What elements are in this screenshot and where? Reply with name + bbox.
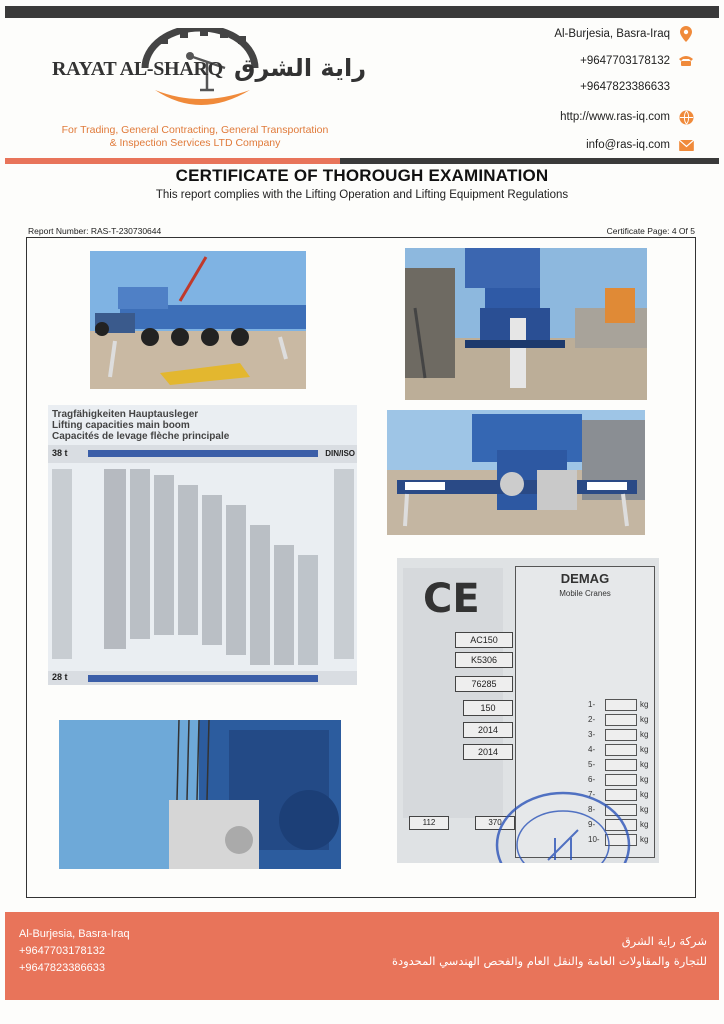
- plate-maker: DEMAG: [560, 571, 610, 586]
- plate-axle-unit: kg: [640, 760, 649, 769]
- load-chart-title-en: Lifting capacities main boom: [52, 420, 190, 431]
- top-bar: [5, 6, 719, 18]
- plate-axle-box: [605, 744, 637, 756]
- document-title: CERTIFICATE OF THOROUGH EXAMINATION: [175, 166, 549, 185]
- plate-axle-unit: kg: [640, 715, 649, 724]
- contact-phone-2-text: +9647823386633: [580, 81, 670, 93]
- ce-mark: CE: [423, 576, 480, 622]
- plate-year-manufacture: 2014: [463, 744, 513, 760]
- load-chart-header-band: [48, 445, 357, 463]
- counterweight-bottom: 28 t: [52, 672, 68, 682]
- plate-axle-box: [605, 759, 637, 771]
- load-chart-footer-band: [48, 671, 357, 685]
- plate-axle-row: [588, 742, 648, 757]
- plate-axle-unit: kg: [640, 745, 649, 754]
- load-chart-title-de: Tragfähigkeiten Hauptausleger: [52, 409, 199, 420]
- plate-axle-label: 1-: [588, 700, 596, 709]
- footer-phone-1[interactable]: +9647703178132: [19, 945, 105, 957]
- report-number: Report Number: RAS-T-230730644: [28, 226, 162, 236]
- footer-company-arabic: شركة راية الشرق: [621, 934, 707, 948]
- footer: [5, 912, 719, 1000]
- plate-axle-label: 5-: [588, 760, 596, 769]
- plate-kw-1: 112: [409, 816, 449, 830]
- plate-axle-unit: kg: [640, 700, 649, 709]
- tagline-line-2: & Inspection Services LTD Company: [109, 137, 281, 149]
- footer-contacts: [19, 926, 130, 977]
- plate-vehicle-type: K5306: [455, 652, 513, 668]
- footer-phone-2[interactable]: +9647823386633: [19, 962, 105, 974]
- company-tagline: [30, 124, 360, 150]
- plate-axle-label: 3-: [588, 730, 596, 739]
- plate-axle-unit: kg: [640, 775, 649, 784]
- crane-front-photo: [405, 248, 647, 400]
- footer-arabic: [392, 931, 707, 971]
- plate-axle-row: [588, 772, 648, 787]
- contact-phone-2[interactable]: [580, 81, 670, 93]
- plate-axle-box: [605, 699, 637, 711]
- plate-axle-label: 4-: [588, 745, 596, 754]
- plate-axle-row: [588, 712, 648, 727]
- plate-axle-box: [605, 729, 637, 741]
- load-chart-blue-band: [88, 450, 318, 457]
- plate-kw-2: 370: [475, 816, 515, 830]
- plate-axle-label: 10-: [588, 835, 600, 844]
- contact-address: [554, 26, 694, 42]
- globe-icon: [678, 109, 694, 125]
- header-divider-dark: [340, 158, 719, 164]
- plate-axle-unit: kg: [640, 790, 649, 799]
- counterweight-top: 38 t: [52, 448, 68, 458]
- load-chart-standard: DIN/ISO: [325, 449, 355, 458]
- footer-description-arabic: للتجارة والمقاولات العامة والنقل العام والفحص الهندسي المحدودة: [391, 954, 707, 968]
- plate-axle-label: 8-: [588, 805, 596, 814]
- plate-axle-row: [588, 757, 648, 772]
- contact-email-text: info@ras-iq.com: [586, 139, 670, 151]
- contact-address-text: Al-Burjesia, Basra-Iraq: [554, 28, 670, 40]
- contact-website[interactable]: [560, 109, 694, 125]
- plate-axle-unit: kg: [640, 730, 649, 739]
- plate-serial-no: 76285: [455, 676, 513, 692]
- plate-axle-box: [605, 774, 637, 786]
- plate-max-capacity: 150: [463, 700, 513, 716]
- tagline-line-1: For Trading, General Contracting, General Transportation: [61, 124, 329, 136]
- plate-year-commissioning: 2014: [463, 722, 513, 738]
- document-subtitle: This report complies with the Lifting Operation and Lifting Equipment Regulations: [155, 189, 569, 201]
- load-chart-blue-band-bottom: [88, 675, 318, 682]
- plate-axle-label: 7-: [588, 790, 596, 799]
- contact-website-text: http://www.ras-iq.com: [560, 111, 670, 123]
- contact-email[interactable]: [586, 137, 694, 153]
- plate-axle-row: [588, 727, 648, 742]
- header-divider-orange: [5, 158, 340, 164]
- plate-axle-unit: kg: [640, 820, 649, 829]
- contact-phone-1[interactable]: [580, 53, 694, 69]
- plate-axle-label: 6-: [588, 775, 596, 784]
- plate-left-panel: [403, 568, 503, 827]
- certificate-page: Certificate Page: 4 Of 5: [606, 226, 695, 236]
- plate-axle-row: [588, 697, 648, 712]
- brand-name-english: RAYAT AL-SHARQ: [52, 58, 223, 80]
- load-chart-title-fr: Capacités de levage flèche principale: [52, 431, 230, 442]
- crane-side-photo: [90, 251, 306, 389]
- load-chart-table: [48, 465, 357, 670]
- footer-address: Al-Burjesia, Basra-Iraq: [19, 928, 130, 940]
- envelope-icon: [678, 137, 694, 153]
- plate-axle-unit: kg: [640, 805, 649, 814]
- plate-crane-type: AC150: [455, 632, 513, 648]
- plate-axle-unit: kg: [640, 835, 649, 844]
- telephone-icon: [678, 53, 694, 69]
- company-stamp: [493, 790, 633, 863]
- location-pin-icon: [678, 26, 694, 42]
- load-chart-image: [48, 405, 357, 685]
- crane-rear-photo: [387, 410, 645, 535]
- contact-phone-1-text: +9647703178132: [580, 55, 670, 67]
- load-chart-titles: [52, 409, 229, 442]
- crane-winch-photo: [59, 720, 341, 869]
- plate-axle-label: 2-: [588, 715, 596, 724]
- data-plate-photo: [397, 558, 659, 863]
- plate-maker-sub: Mobile Cranes: [559, 589, 611, 598]
- plate-axle-box: [605, 714, 637, 726]
- brand-name-arabic: راية الشرق: [234, 54, 367, 82]
- plate-axle-label: 9-: [588, 820, 596, 829]
